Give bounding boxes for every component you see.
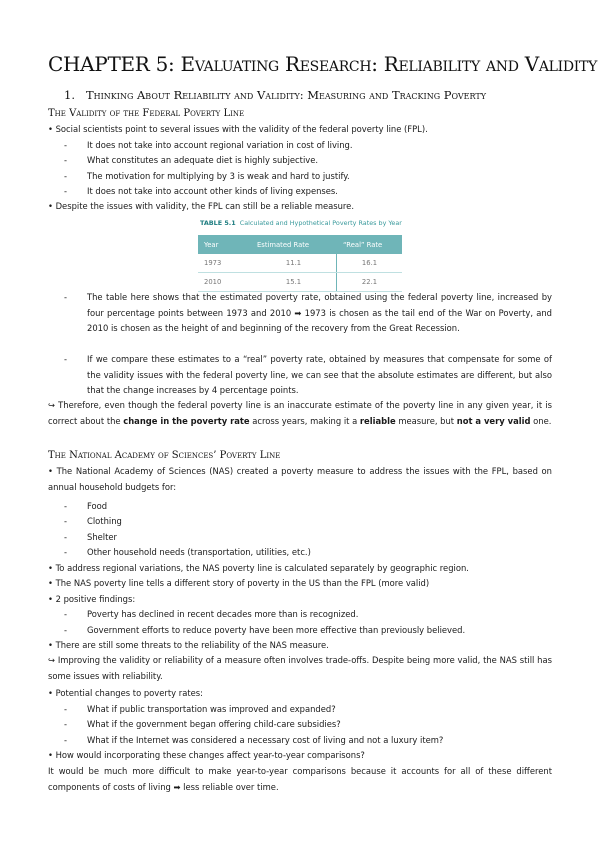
dash-marker: - <box>64 354 68 364</box>
emphasis: reliable <box>359 415 396 426</box>
section-heading <box>64 88 486 102</box>
dash-marker: - <box>64 609 68 619</box>
list-item: Clothing <box>87 516 122 526</box>
table-cell: 11.1 <box>251 254 337 273</box>
table-row <box>198 254 402 273</box>
bullet-nas-intro: • The National Academy of Sciences (NAS) created a poverty measure to address the issues with the FPL, based on annual household budgets for: <box>48 466 552 492</box>
table-label: TABLE 5.1 <box>200 219 236 227</box>
table-cell: 2010 <box>198 273 251 292</box>
list-item: Food <box>87 501 108 511</box>
emphasis: not a very valid <box>456 415 531 426</box>
table-cell: 16.1 <box>337 254 403 273</box>
emphasis: change in the poverty rate <box>123 415 250 426</box>
real-rate-explanation <box>64 352 552 399</box>
list-item: It does not take into account regional variation in cost of living. <box>87 140 353 150</box>
dash-marker: - <box>64 547 68 557</box>
dash-marker: - <box>64 171 68 181</box>
list-item: What if the government began offering child-care subsidies? <box>87 719 341 729</box>
tradeoff-paragraph: ↪ Improving the validity or reliability of a measure often involves trade-offs. Despite being more valid, the NAS still has some issues with reliability. <box>48 655 552 681</box>
list-item: What if the Internet was considered a necessary cost of living and not a luxury item? <box>87 735 444 745</box>
dash-marker: - <box>64 735 68 745</box>
bullet-regional: • To address regional variations, the NAS poverty line is calculated separately by geographic region. <box>48 563 469 573</box>
dash-marker: - <box>64 625 68 635</box>
column-header-real: “Real” Rate <box>337 235 403 254</box>
dash-marker: - <box>64 704 68 714</box>
dash-marker: - <box>64 516 68 526</box>
table-caption <box>200 219 402 227</box>
subheading-nas-poverty-line: The National Academy of Sciences’ Poverty Line <box>48 450 281 461</box>
table-row <box>198 273 402 292</box>
chapter-title: CHAPTER 5: Evaluating Research: Reliability and Validity <box>48 52 598 76</box>
list-item: The motivation for multiplying by 3 is weak and hard to justify. <box>87 171 350 181</box>
list-item: Other household needs (transportation, utilities, etc.) <box>87 547 311 557</box>
bullet-potential-changes: • Potential changes to poverty rates: <box>48 688 203 698</box>
dash-marker: - <box>64 501 68 511</box>
bullet-threats: • There are still some threats to the reliability of the NAS measure. <box>48 640 329 650</box>
column-header-year: Year <box>198 235 251 254</box>
table-header-row <box>198 235 402 254</box>
list-item: It does not take into account other kinds of living expenses. <box>87 186 338 196</box>
list-item: Shelter <box>87 532 117 542</box>
dash-marker: - <box>64 719 68 729</box>
dash-marker: - <box>64 140 68 150</box>
list-item: What if public transportation was improved and expanded? <box>87 704 336 714</box>
answer-paragraph: It would be much more difficult to make year-to-year comparisons because it accounts for all of these different components of costs of living ➡ less reliable over time. <box>48 766 552 792</box>
paragraph: If we compare these estimates to a “real” poverty rate, obtained by measures that compensate for some of the validity issues with the federal poverty line, we can see that the absolute estimates are different, but also that the change increases by 4 percentage points. <box>87 354 552 395</box>
section-number: 1. <box>64 88 75 102</box>
dash-marker: - <box>64 186 68 196</box>
list-item: Poverty has declined in recent decades more than is recognized. <box>87 609 359 619</box>
conclusion-text: across years, making it a <box>249 415 360 426</box>
bullet-different-story: • The NAS poverty line tells a different story of poverty in the US than the FPL (more valid) <box>48 578 430 588</box>
conclusion-text: one. <box>530 415 552 426</box>
conclusion-paragraph <box>48 398 552 429</box>
table-description: Calculated and Hypothetical Poverty Rates by Year <box>239 219 402 227</box>
list-item: What constitutes an adequate diet is highly subjective. <box>87 155 319 165</box>
dash-marker: - <box>64 292 68 302</box>
dash-marker: - <box>64 532 68 542</box>
poverty-rate-table <box>198 235 402 292</box>
bullet-comparisons-question: • How would incorporating these changes affect year-to-year comparisons? <box>48 750 365 760</box>
section-title: Thinking About Reliability and Validity: Measuring and Tracking Poverty <box>86 88 487 102</box>
conclusion-text: measure, but <box>395 415 457 426</box>
bullet-reliable-measure: • Despite the issues with validity, the FPL can still be a reliable measure. <box>48 201 355 211</box>
conclusion-text: ↪ Therefore, even though the federal poverty line is an inaccurate estimate of the poverty line in any given year, it is correct about the <box>48 400 552 426</box>
table-explanation <box>64 290 552 337</box>
list-item: Government efforts to reduce poverty have been more effective than previously believed. <box>87 625 466 635</box>
table-cell: 15.1 <box>251 273 337 292</box>
table-cell: 1973 <box>198 254 251 273</box>
column-header-estimated: Estimated Rate <box>251 235 337 254</box>
table-cell: 22.1 <box>337 273 403 292</box>
dash-marker: - <box>64 155 68 165</box>
paragraph: The table here shows that the estimated poverty rate, obtained using the federal poverty line, increased by four percentage points between 1973 and 2010 ➡ 1973 is chosen as the tail end of the War on Poverty, and 2010 is chosen as the height of and beginning of the recovery from the Great Recession. <box>87 292 552 333</box>
subheading-fpl-validity: The Validity of the Federal Poverty Line <box>48 108 245 119</box>
bullet-validity-issues: • Social scientists point to several issues with the validity of the federal poverty line (FPL). <box>48 124 428 134</box>
bullet-findings: • 2 positive findings: <box>48 594 136 604</box>
